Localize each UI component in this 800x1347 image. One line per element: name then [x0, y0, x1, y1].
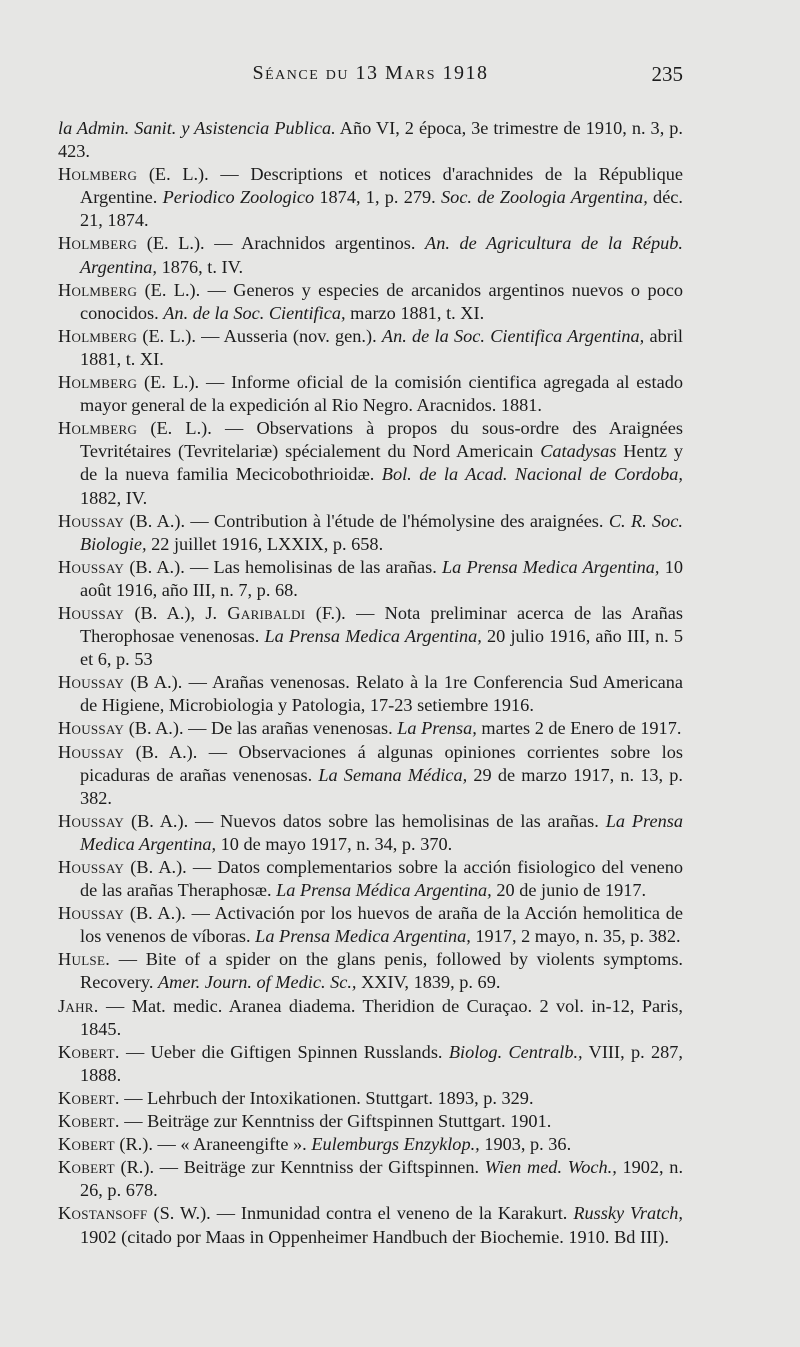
bibliography-entry	[58, 1041, 683, 1087]
bibliography-entry	[58, 1156, 683, 1202]
entry-text: 20 julio 1916, año III, n. 5 et 6, p. 53	[80, 626, 683, 670]
author-name: Holmberg	[58, 279, 138, 300]
publication-title: Russky Vratch,	[573, 1203, 683, 1224]
bibliography-entry	[58, 232, 683, 278]
publication-title: La Prensa Medica Argentina,	[255, 926, 471, 947]
publication-title: An. de la Soc. Cientifica,	[163, 302, 346, 323]
author-name: Houssay	[58, 556, 125, 577]
publication-title: Biolog. Centralb.,	[448, 1041, 583, 1062]
publication-title: An. de la Soc. Cientifica Argentina,	[381, 325, 645, 346]
bibliography-entry	[58, 510, 683, 556]
publication-title: La Semana Médica,	[318, 764, 468, 785]
bibliography-entry	[58, 279, 683, 325]
entry-text: — Mat. medic. Aranea diadema. Theridion de Curaçao. 2 vol. in-12, Paris, 1845.	[80, 995, 683, 1039]
publication-title: An. de Agricultura de la Répub. Argentina,	[80, 233, 683, 277]
entry-text: — Ueber die Giftigen Spinnen Russlands.	[119, 1041, 449, 1062]
bibliography-entry	[58, 1087, 683, 1110]
entry-text: 29 de marzo 1917, n. 13, p. 382.	[80, 764, 683, 808]
bibliography-entry	[58, 717, 683, 740]
author-name: Holmberg	[58, 325, 138, 346]
entry-text: (B. A.), J.	[124, 602, 228, 623]
entry-text: 1903, p. 36.	[479, 1134, 572, 1155]
publication-title: C. R. Soc. Biologie,	[80, 510, 683, 554]
entry-text: — Lehrbuch der Intoxikationen. Stuttgart. 1893, p. 329.	[119, 1087, 534, 1108]
author-name: Jahr.	[58, 995, 99, 1016]
entry-text: (S. W.). — Inmunidad contra el veneno de la Karakurt.	[147, 1203, 574, 1224]
bibliography-entry	[58, 1110, 683, 1133]
entry-text: 1917, 2 mayo, n. 35, p. 382.	[470, 926, 681, 947]
author-name: Houssay	[58, 741, 125, 762]
author-name: Garibaldi	[227, 602, 306, 623]
bibliography-entry	[58, 810, 683, 856]
bibliography-entry	[58, 995, 683, 1041]
entry-text: (B. A.). — De las arañas venenosas.	[124, 718, 398, 739]
entry-text: 1902, n. 26, p. 678.	[80, 1157, 684, 1201]
entry-text: 20 de junio de 1917.	[491, 880, 647, 901]
entry-text: — Bite of a spider on the glans penis, followed by violents symptoms. Recovery.	[80, 949, 683, 993]
author-name: Houssay	[58, 903, 125, 924]
author-name: Holmberg	[58, 372, 138, 393]
entry-text: (E. L.). — Arachnidos argentinos.	[137, 233, 426, 254]
publication-title: la Admin. Sanit. y Asistencia Publica.	[58, 118, 336, 138]
author-name: Holmberg	[58, 164, 138, 185]
running-header	[58, 62, 683, 92]
author-name: Houssay	[58, 857, 125, 877]
entry-text: (B. A.). — Las hemolisinas de las arañas.	[124, 556, 442, 577]
bibliography-entry	[58, 163, 683, 232]
author-name: Kostansoff	[58, 1203, 148, 1224]
publication-title: Eulemburgs Enzyklop.,	[311, 1134, 480, 1155]
bibliography-entry	[58, 1202, 683, 1248]
page-number: 235	[651, 62, 683, 86]
entry-text: 1874, 1, p. 279.	[314, 187, 442, 208]
entry-text: Año VI, 2 época, 3e trimestre de 1910, n. 3, p. 423.	[58, 118, 683, 162]
publication-title: Wien med. Woch.,	[484, 1157, 617, 1178]
entry-text: (B A.). — Arañas venenosas. Relato à la 1re Conferencia Sud Americana de Higiene, Microbiologia y Patologia, 17-23 setiembre 1916.	[80, 672, 683, 716]
entry-text: 10 de mayo 1917, n. 34, p. 370.	[216, 833, 453, 854]
bibliography-entry	[58, 741, 683, 810]
header-title: Séance du 13 Mars 1918	[252, 62, 489, 84]
author-name: Kobert	[58, 1157, 115, 1178]
bibliography-entry	[58, 117, 683, 163]
bibliography-list	[58, 117, 683, 1249]
publication-title: La Prensa,	[397, 718, 477, 739]
entry-text: déc. 21, 1874.	[80, 187, 683, 231]
entry-text: (B. A.). — Observaciones á algunas opiniones corrientes sobre los picaduras de arañas venenosas.	[80, 741, 683, 785]
publication-title: La Prensa Medica Argentina,	[80, 810, 683, 854]
entry-text: — Beiträge zur Kenntniss der Giftspinnen Stuttgart. 1901.	[119, 1111, 552, 1132]
publication-title: Catadysas	[540, 441, 617, 462]
bibliography-entry	[58, 325, 683, 371]
publication-title: La Prensa Médica Argentina,	[276, 880, 492, 901]
entry-text: (E. L.). — Observations à propos du sous-ordre des Araignées Tevritétaires (Tevritelariæ) spécialement du Nord Americain	[80, 418, 683, 462]
author-name: Kobert	[58, 1134, 115, 1155]
bibliography-entry	[58, 371, 683, 417]
author-name: Holmberg	[58, 418, 138, 439]
author-name: Houssay	[58, 510, 125, 531]
entry-text: (B. A.). — Datos complementarios sobre la acción fisiologico del veneno de las arañas Theraphosæ.	[80, 857, 683, 901]
entry-text: (B. A.). — Contribution à l'étude de l'hémolysine des araignées.	[124, 510, 609, 531]
entry-text: marzo 1881, t. XI.	[345, 302, 485, 323]
entry-text: (E. L.). — Generos y especies de arcanidos argentinos nuevos o poco conocidos.	[80, 279, 683, 323]
author-name: Houssay	[58, 718, 125, 739]
publication-title: La Prensa Medica Argentina,	[264, 626, 482, 647]
entry-text: (E. L.). — Informe oficial de la comisión cientifica agregada al estado mayor general de la expedición al Rio Negro. Aracnidos. 1881.	[80, 372, 683, 416]
entry-text: (E. L.). — Descriptions et notices d'arachnides de la République Argentine.	[80, 164, 683, 208]
entry-text: (E. L.). — Ausseria (nov. gen.).	[137, 325, 382, 346]
publication-title: Amer. Journ. of Medic. Sc.,	[158, 972, 357, 993]
entry-text: (R.). — Beiträge zur Kenntniss der Giftspinnen.	[114, 1157, 485, 1178]
entry-text: (F.). — Nota preliminar acerca de las Arañas Therophosae venenosas.	[80, 602, 683, 647]
author-name: Houssay	[58, 602, 125, 623]
author-name: Kobert.	[58, 1041, 120, 1062]
bibliography-entry	[58, 856, 683, 902]
bibliography-entry	[58, 1133, 683, 1156]
entry-text: XXIV, 1839, p. 69.	[356, 972, 501, 993]
entry-text: Hentz y de la nueva familia Mecicobothrioidæ.	[80, 441, 683, 485]
bibliography-entry	[58, 602, 683, 671]
bibliography-entry	[58, 948, 683, 994]
entry-text: 1902 (citado por Maas in Oppenheimer Handbuch der Biochemie. 1910. Bd III).	[80, 1226, 669, 1247]
entry-text: martes 2 de Enero de 1917.	[476, 718, 682, 739]
entry-text: 10 août 1916, año III, n. 7, p. 68.	[80, 556, 683, 600]
author-name: Houssay	[58, 810, 125, 831]
entry-text: 1882, IV.	[80, 487, 148, 508]
entry-text: 1876, t. IV.	[157, 256, 244, 277]
author-name: Kobert.	[58, 1111, 120, 1132]
author-name: Holmberg	[58, 233, 138, 254]
entry-text: (B. A.). — Activación por los huevos de araña de la Acción hemolitica de los venenos de víboras.	[80, 903, 683, 947]
bibliography-entry	[58, 417, 683, 509]
publication-title: Soc. de Zoologia Argentina,	[441, 187, 648, 208]
author-name: Hulse.	[58, 949, 111, 970]
publication-title: La Prensa Medica Argentina,	[442, 556, 660, 577]
publication-title: Periodico Zoologico	[162, 187, 315, 208]
entry-text: (B. A.). — Nuevos datos sobre las hemolisinas de las arañas.	[124, 810, 606, 831]
author-name: Kobert.	[58, 1087, 120, 1108]
author-name: Houssay	[58, 672, 125, 693]
publication-title: Bol. de la Acad. Nacional de Cordoba,	[381, 464, 683, 485]
bibliography-entry	[58, 556, 683, 602]
bibliography-entry	[58, 902, 683, 948]
bibliography-entry	[58, 671, 683, 717]
entry-text: abril 1881, t. XI.	[80, 325, 684, 369]
entry-text: 22 juillet 1916, LXXIX, p. 658.	[146, 533, 384, 554]
entry-text: (R.). — « Araneengifte ».	[114, 1134, 312, 1155]
entry-text: VIII, p. 287, 1888.	[80, 1041, 684, 1085]
